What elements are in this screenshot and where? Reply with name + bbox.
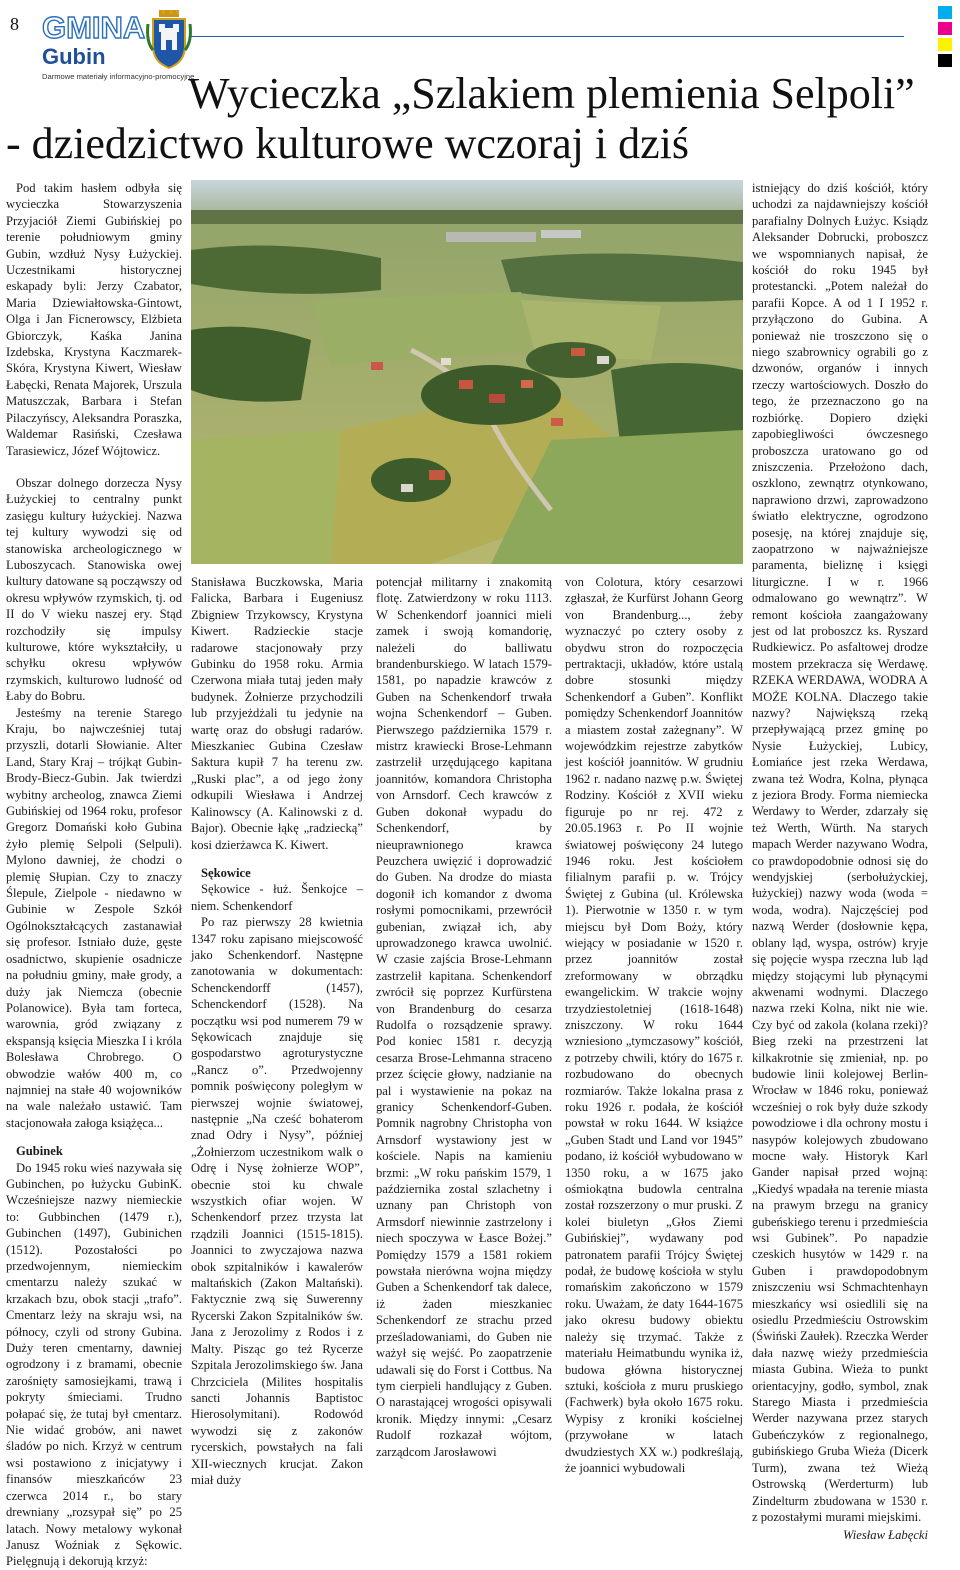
paragraph: von Colotura, który cesarzowi zgłaszał, że Kurfürst Johann Georg von Brandenburg..., żeby wyznaczyć po cztery osoby z obydwu stron do rozpoczęcia pertraktacji, układów, które ustalą dobre stosunki między Schenkendorf a Guben”. Konflikt pomiędzy Schenkendorf Joannitów a miastem został zażegnany”. W wojewódzkim rejestrze zabytków jest kościół joannitów. W grudniu 1962 r. nadano nazwę p.w. Świętej Rodziny. Kościół z XVII wieku figuruje po nr rej. 472 z 20.05.1963 r. Po II wojnie światowej poświęcony 24 lutego 1946 roku. Jest kościołem filialnym parafii p. w. Trójcy Świętej z Gubina (ul. Królewska 1). Pierwotnie w 1350 r. w tym miejscu był Dom Boży, który wiejący w posiadanie w 1520 r. przez joannitów został zreformowany w obrządku ewangelickim. W trakcie wojny trzydziestoletniej (1618-1648) zniszczony. W roku 1644 wzniesiono „tymczasowy” kościół, z potrzeby chwili, który do 1675 r. rozbudowano do obecnych rozmiarów. Także lokalna prasa z roku 1926 r. podała, że kościół powstał w roku 1644. W książce „Guben Stadt und Land vor 1945” podano, iż kościół wybudowano w 1350 roku, a w 1675 jako ośmiokątna budowla centralna został rozszerzony o mur pruski. Z kolei biuletyn „Głos Ziemi Gubińskiej”, wydawany pod patronatem parafii Trójcy Świętej podał, że budowę kościoła w stylu romańskim zakończono w 1579 roku. Uważam, że daty 1644-1675 jako okresu budowy obiektu należy się trzymać. Także z materiału Heimatbundu wynika iż, budowa główna historycznej sztuki, kościoła z muru pruskiego (Fachwerk) była około 1675 roku. Wypisy z kroniki kościelnej (przywołane w latach dwudziestych XX w.) podkreślają, że joannici wybudowali: [565, 575, 743, 1475]
text-column-2: [191, 574, 363, 1487]
article-title-line-2: - dziedzictwo kulturowe wczoraj i dziś: [6, 119, 689, 168]
magenta-swatch: [938, 22, 952, 35]
paragraph: Pod takim hasłem odbyła się wycieczka Stowarzyszenia Przyjaciół Ziemi Gubińskiej po terenie południowym gminy Gubin, wzdłuż Nysy Łużyckiej. Uczestnikami historycznej eskapady byli: Jerzy Czabator, Maria Dziewiałtowska-Gintowt, Olga i Jan Ficnerowscy, Elżbieta Gbiorczyk, Kaśka Janina Izdebska, Krystyna Kaczmarek-Skóra, Krystyna Kiwert, Wiesław Łabęcki, Renata Majorek, Urszula Matuszczak, Barbara i Stefan Pilaczyńscy, Aleksandra Poraszka, Waldemar Rasiński, Czesława Tarasiewicz, Józef Wójtowicz.: [6, 181, 182, 458]
cyan-swatch: [938, 6, 952, 19]
text-column-5: [752, 180, 928, 1543]
yellow-swatch: [938, 38, 952, 51]
paragraph: Do 1945 roku wieś nazywała się Gubinchen, po łużycku GubinK. Wcześniejsze nazwy niemieckie to: Gubbinchen (1479 r.), Gubinchen (1497), Gubinichen (1512). Pozostałości po przedwojennym, niemieckim cmentarzu należy szukać w krzakach bzu, obok stacji „trafo”. Cmentarz leży na skraju wsi, na północy, czyli od strony Gubina. Duży teren cmentarny, dawniej ogrodzony i z bramami, obecnie zarośnięty samosiejkami, trawą i pokryty śmieciami. Trudno połapać się, że tutaj był cmentarz. Nie widać grobów, ani nawet śladów po nich. Krzyż w centrum wsi postawiono z inicjatywy i finansów mieszkańców 23 czerwca 2014 r., bo stary drewniany „rozsypał się” po 25 latach. Nowy metalowy wykonał Janusz Woźniak z Sękowic. Pielęgnują i dekorują krzyż:: [6, 1160, 182, 1569]
paragraph: Po raz pierwszy 28 kwietnia 1347 roku zapisano miejscowość jako Schenkendorf. Następne zanotowania w dokumentach: Schenckendorff (1457), Schenckendorf (1528). Na początku wsi pod numerem 79 w Sękowicach znajduje się gospodarstwo agroturystyczne „Rancz o”. Przedwojenny pomnik poświęcony poległym w pierwszej wojnie światowej, następnie „Na cześć bohaterom znad Odry i Nysy”, później „Żołnierzom uczestnikom walk o Odrę i Nysę żołnierze WOP”, obecnie stoi ku chwale wszystkich ofiar wojen. W Schenkendorf przez trzysta lat rządzili Joannici (1515-1815). Joannici to zwyczajowa nazwa obok szpitalników i kawalerów maltańskich (Zakon Maltański). Faktycznie zwą się Suwerenny Rycerski Zakon Szpitalników św. Jana z Jerozolimy z Rodos i z Malty. Pisząc go też Rycerze Szpitala Jerozolimskiego św. Jana Chrzciciela (Milites hospitalis sancti Johannis Baptistoc Hierosolymitani). Rodowód wywodzi się z zakonów rycerskich, powstałych na fali XII-wiecznych krucjat. Zakon miał duży: [191, 915, 363, 1487]
aerial-landscape-icon: [191, 180, 743, 564]
paragraph: Jesteśmy na terenie Starego Kraju, bo najwcześniej tutaj przyszli, dotarli Słowianie. Alter Land, Stary Kraj – trójkąt Gubin-Brody-Biecz-Gubin. Jak twierdzi wybitny archeolog, znawca Ziemi Gubińskiej od 1964 roku, profesor Gregorz Domański koło Gubina żyło plemię Selpoli (Selpuli). Mylono dawniej, że chodzi o plemię Słupian. Czy to znaczy Ślepule, Zielpole - niedawno w Gubinie w Zespole Szkół Ogólnokształcących zastanawiał się profesor. Istniało duże, gęste osadnictwo, skupienie osadnicze na południu gminy, małe grody, a duży jak Niemcza (obecnie Polanowice). Była tam forteca, warownia, gród związany z ekspansją księcia Mieszka I i króla Bolesława Chrobrego. O obwodzie wałów 400 m, co najmniej na stałe 40 wojowników na wale należało ustawić. Tam stacjonowała załoga książęca...: [6, 705, 182, 1130]
paragraph: istniejący do dziś kościół, który uchodzi za najdawniejszy kościół parafialny Dolnych Łużyc. Ksiądz Aleksander Dobrucki, proboszcz we wspomnianych napisał, że kościół do roku 1945 był protestancki. „Potem należał do parafii Kopce. A od 1 I 1952 r. przyłączono do Gubina. A ponieważ nie troszczono się o niego szabrownicy ograbili go z dzwonów, organów i innych rzeczy wartościowych. Doszło do tego, że przeznaczono go na rozbiórkę. Dopiero dzięki zapobiegliwości ówczesnego proboszcza uratowano go od zniszczenia. Przełożono dach, oszklono, zewnątrz otynkowano, naprawiono drzwi, zaprowadzono światło elektryczne, ogrodzono posesję, na której znajduje się, zaopatrzono w najważniejsze paramenta, bieliznę i księgi liturgiczne. I w r. 1966 odmalowano go wewnątrz”. W remont kościoła zaangażowany jest od lat proboszcz ks. Ryszard Rudkiewicz. Po asfaltowej drodze mostem przekracza się Werdawę. RZEKA WERDAWA, WODRA A MOŻE KOLNA. Dlaczego takie nazwy? Największą rzeką przepływającą przez gminę po Nysie Łużyckiej, Lubicy, Łomiańce jest rzeka Werdawa, zwana też Wodra, Kolna, płynąca z jeziora Brody. Forma niemiecka Werdawy to Werder, zdarzały się też Werth, Würth. Na starych mapach Werder nazywano Wodra, co prawdopodobnie odnosi się do wendyjskiej (serbołużyckiej, łużyckiej) nazwy woda (woda = woda, wodra). Najczęściej pod nazwą Werder (dosłownie kępa, oblany ląd, wyspa, ostrów) kryje się pojęcie wyspa rzeczna lub ląd między stojącymi lub płynącymi akwenami wodnymi. Dlaczego nazwa rzeki Kolna, nikt nie wie. Czy być od zakola (kolana rzeki)? Bieg rzeki na przestrzeni lat kilkakrotnie się zmieniał, np. po budowie linii kolejowej Berlin-Wrocław w 1846 roku, ponieważ wcześniej o rok były duże szkody powodziowe i dla ochrony mostu i nasypów kolejowych zbudowano mocne wały. Historyk Karl Gander napisał przed wojną: „Kiedyś wpadała na terenie miasta na prawym brzegu na granicy gubeńskiego terenu i przedmieścia wsi Gubinek”. Po napadzie czeskich husytów w 1429 r. na Guben i prawdopodobnym zniszczeniu wsi Schmachtenhayn mieszkańcy wsi osiedlili się na osiedlu Przedmieściu Ostrowskim (Świński Zaułek). Rzeczka Werder dała nazwę wieży przedmieścia miasta Gubina. Wieża to punkt orientacyjny, godło, symbol, znak Starego Miasta i przedmieścia Werder nazywana przez starych Gubeńczyków z regionalnego, gubińskiego Gruba Wieża (Dicerk Turm), zwana też Wieżą Ostrowską (Werderturm) lub Zindelturm zbudowana w 1530 r. z pozostałymi murami miejskimi.: [752, 181, 928, 1524]
section-heading-sekowice: Sękowice: [201, 865, 251, 880]
logo-tagline: Darmowe materiały informacyjno-promocyjne: [42, 72, 195, 81]
black-swatch: [938, 54, 952, 67]
text-column-4: [565, 574, 743, 1475]
gmina-gubin-logo: [42, 8, 195, 88]
page-number: 8: [10, 14, 19, 34]
logo-gubin-text: Gubin: [42, 44, 106, 69]
coat-of-arms-icon: [146, 10, 192, 72]
header-rule: [190, 36, 904, 37]
paragraph: Stanisława Buczkowska, Maria Falicka, Barbara i Eugeniusz Zbigniew Trzykowscy, Krystyna Kiwert. Radzieckie stacje radarowe stacjonowały przy Gubinku do 1958 roku. Armia Czerwona miała tutaj jeden mały budynek. Żołnierze przychodzili lub przyjeżdżali tu jedynie na wartę oraz do obsługi radarów. Mieszkaniec Gubina Czesław Saktura kupił 7 ha terenu zw. „Ruski plac”, a od jego żony odkupili Wiesława i Andrzej Kalinowscy (A. Kalinowski z d. Bajor). Obecnie łąkę „radziecką” kosi dzierżawca K. Kiwert.: [191, 575, 363, 852]
print-color-bar: [938, 6, 952, 70]
text-column-1: [6, 180, 182, 1569]
author-signature: Wiesław Łabęcki: [843, 1528, 928, 1543]
paragraph: potencjał militarny i znakomitą flotę. Zatwierdzony w roku 1113. W Schenkendorf joannici mieli zamek i swoją komandorię, należeli do balliwatu brandenburskiego. W latach 1579-1581, po napadzie krawców z Guben na Schenkendorf trwała wojna Schenkendorf – Guben. Pierwszego października 1579 r. mistrz krawiecki Brose-Lehmann zastrzelił urzędującego kapitana joannitów, komandora Christopha von Arnsdorf. Cech krawców z Guben dokonał wypadu do Schenkendorf, by nieuprawnionego krawca Peuzchera uwięzić i doprowadzić do Guben. Na drodze do miasta dogonił ich komandor z dwoma rosłymi pomocnikami, przewrócił gubenian, związał ich, aby uprowadzonego krawca uwolnić. W czasie zajścia Brose-Lehmann zastrzelił kapitana. Schenkendorf zwrócił się poprzez Kurfürstena von Brandenburg do cesarza Rudolfa o rozsądzenie sprawy. Pod koniec 1581 r. decyzją cesarza Brose-Lehmanna straceno przez ścięcie głowy, nadzianie na pal i wystawienie na pokaz na granicy Schenkendorf-Guben. Pomnik nagrobny Christopha von Arnsdorf wystawiony jest w kościele. Napis na kamieniu brzmi: „W roku pańskim 1579, 1 października zostal szlachetny i uznany pan Christoph von Armsdorf niewinnie zastrzelony i niech spoczywa w Łasce Bożej.” Pomiędzy 1579 a 1581 rokiem powstała nierówna wojna między Guben a Schenkendorf tak dalece, iż żaden mieszkaniec Schenkendorf ze strachu przed prześladowaniami, do Guben nie ważył się wejść. Po zaopatrzenie udawali się do Forst i Cottbus. Na tym cierpieli handlujący z Guben. O narastającej wrogości opisywali kronik. Między innymi: „Cesarz Rudolf rozkazał wójtom, zarządcom Jarosławowi: [376, 575, 552, 1459]
section-heading-gubinek: Gubinek: [16, 1144, 63, 1159]
logo-gmina-text: GMINA: [42, 10, 146, 45]
article-title-line-1: Wycieczka „Szlakiem plemienia Selpoli”: [188, 69, 915, 118]
text-column-3: [376, 574, 552, 1459]
paragraph: Obszar dolnego dorzecza Nysy Łużyckiej to centralny punkt zasięgu kultury łużyckiej. Nazwa tej kultury wywodzi się od stanowiska archeologicznego w Luboszycach. Stanowiska owej kultury datowane są począwszy od okresu wpływów rzymskich, tj. od II do V wieku naszej ery. Stąd rozchodziły się impulsy kulturowe, które wykształciły, u schyłku okresu wpływów rzymskich, kulturowo ludność od Łaby do Bobru.: [6, 475, 182, 704]
paragraph: Sękowice - łuż. Šenkojce – niem. Schenkendorf: [191, 882, 363, 913]
aerial-village-photo: [191, 180, 743, 564]
